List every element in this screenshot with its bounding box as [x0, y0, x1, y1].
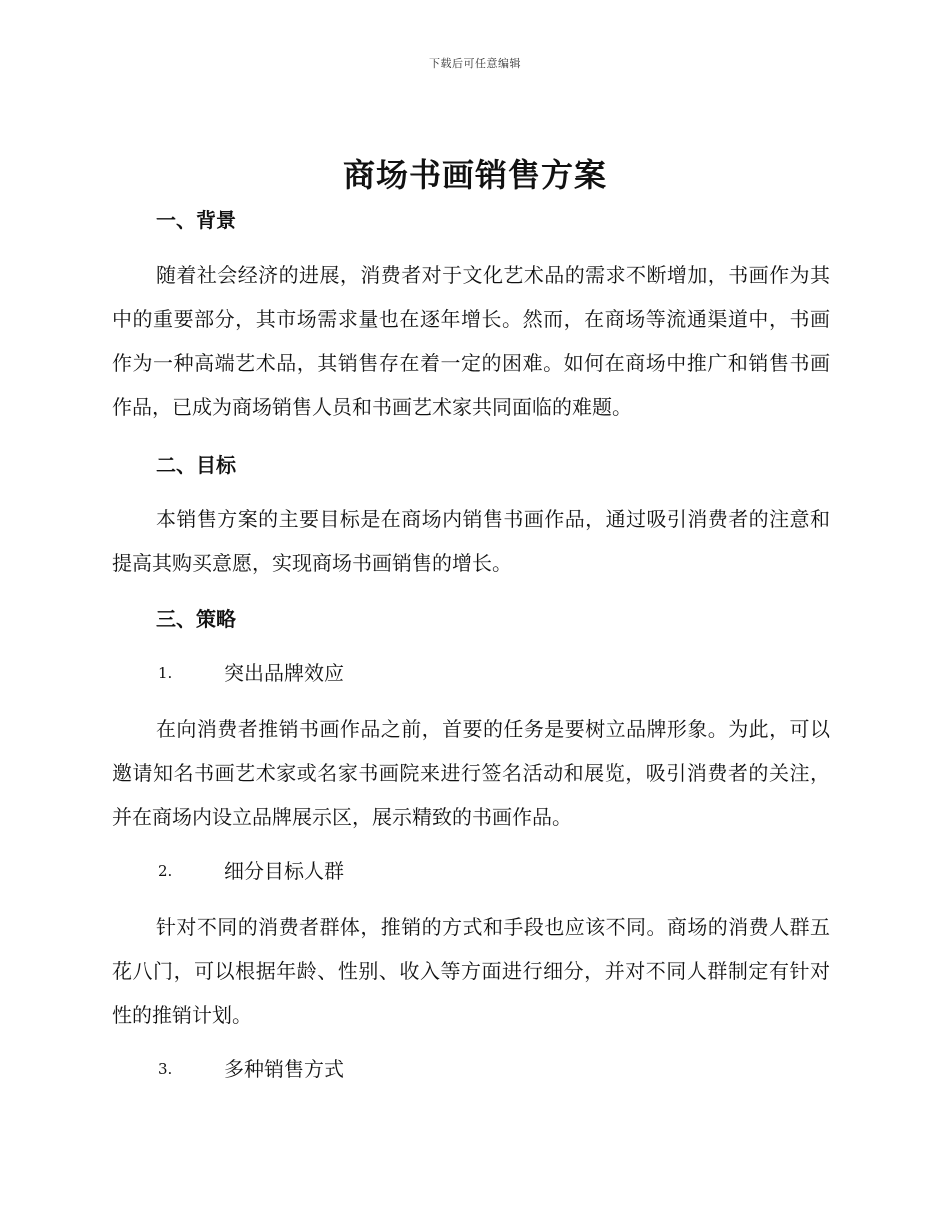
list-number: 3.: [158, 1060, 173, 1078]
list-item-label: 突出品牌效应: [224, 661, 344, 685]
strategy-item-1-paragraph: 在向消费者推销书画作品之前，首要的任务是要树立品牌形象。为此，可以邀请知名书画艺术家或名家书画院来进行签名活动和展览，吸引消费者的关注，并在商场内设立品牌展示区，展示精致的书画作品。: [112, 717, 830, 829]
list-number: 2.: [158, 862, 173, 880]
document-title: 商场书画销售方案: [342, 156, 607, 194]
list-item-label: 细分目标人群: [224, 859, 344, 883]
background-paragraph: 随着社会经济的进展，消费者对于文化艺术品的需求不断增加，书画作为其中的重要部分，其市场需求量也在逐年增长。然而，在商场等流通渠道中，书画作为一种高端艺术品，其销售存在着一定的困难。如何在商场中推广和销售书画作品，已成为商场销售人员和书画艺术家共同面临的难题。: [112, 263, 830, 419]
strategy-item-3: [112, 1051, 830, 1087]
strategy-item-2-paragraph: 针对不同的消费者群体，推销的方式和手段也应该不同。商场的消费人群五花八门，可以根据年龄、性别、收入等方面进行细分，并对不同人群制定有针对性的推销计划。: [112, 915, 830, 1027]
section-heading-background: 一、背景: [156, 208, 236, 232]
list-number: 1.: [158, 664, 173, 682]
strategy-item-2: [112, 853, 830, 889]
list-item-label: 多种销售方式: [224, 1057, 344, 1081]
section-heading-goal: 二、目标: [156, 453, 236, 477]
section-heading-strategy: 三、策略: [156, 607, 236, 631]
header-note: 下载后可任意编辑: [429, 57, 521, 70]
document-body: [112, 202, 830, 1087]
strategy-item-1: [112, 655, 830, 691]
goal-paragraph: 本销售方案的主要目标是在商场内销售书画作品，通过吸引消费者的注意和提高其购买意愿，实现商场书画销售的增长。: [112, 507, 830, 575]
